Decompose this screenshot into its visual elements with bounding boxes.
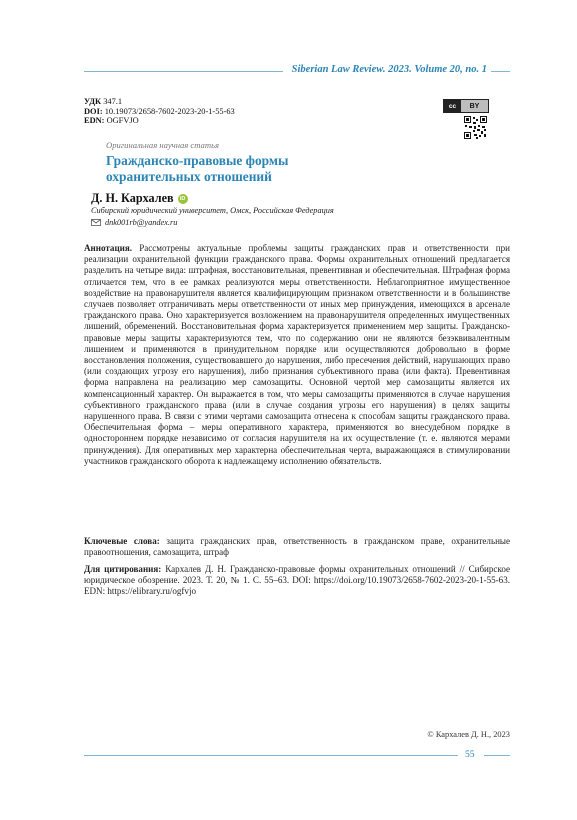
author-name: Д. Н. Кархалев [91, 191, 174, 205]
footer-rule-right [484, 755, 510, 756]
cc-by-license-badge[interactable] [443, 99, 489, 113]
cc-logo-icon: cc [444, 100, 461, 112]
header-rule-right [491, 71, 510, 72]
author-line [91, 191, 188, 206]
copyright-notice: © Кархалев Д. Н., 2023 [427, 730, 510, 739]
email-link[interactable]: dnk001rb@yandex.ru [105, 218, 178, 227]
author-affiliation: Сибирский юридический университет, Омск, Российская Федерация [91, 206, 334, 215]
abstract-label: Аннотация. [84, 243, 133, 253]
journal-running-title: Siberian Law Review. 2023. Volume 20, no. 1 [291, 64, 487, 75]
udk-line: УДК 347.1 [84, 97, 123, 106]
citation [84, 564, 510, 598]
citation-text: Кархалев Д. Н. Гражданско-правовые формы охранительных отношений // Сибирское юридическое обозрение. 2023. Т. 20, № 1. С. 55–63. DOI: https://doi.org/10.19073/2658-7602-2023-20-1-55-63. EDN: https://elibrary.ru/ogfvjo [84, 564, 511, 597]
article-type: Оригинальная научная статья [106, 140, 219, 150]
abstract-text: Рассмотрены актуальные проблемы защиты гражданских прав и ответственности при реализации охранительной функции гражданского права. Формы охранительных отношений предлагается разделить на четыре вида: штрафная, восстановительная, превентивная и обеспечительная. Штрафная форма отличается тем, что в ее рамках реализуются меры ответственности. Неблагоприятное имущественное воздействие на правонарушителя является квалифицирующим признаком ответственности и в большинстве случаев позволяет отграничивать меры ответственности от иных мер принуждения, имеющихся в арсенале гражданского права. Оно характеризуется возложением на правонарушителя определенных имущественных лишений, обременений. Восстановительная форма характеризуется применением мер защиты. Гражданско-правовые меры защиты характеризуются тем, что по содержанию они не являются безэквивалентным лишением и применяются в принудительном порядке или осуществляются добровольно в форме восстановления положения, существовавшего до нарушения, либо пресечения действий, нарушающих право (или создающих угрозу его нарушения), либо признания субъективного права (или факта). Превентивная форма направлена на реализацию мер самозащиты. Основной чертой мер самозащиты является их компенсационный характер. Он выражается в том, что меры самозащиты применяются в случае нарушения субъективного гражданского права (или в случае создания угрозы его нарушения) в целях защиты нарушенного права. В связи с этими чертами самозащита отнесена к способам защиты гражданского права. Обеспечительная форма – меры оперативного характера, применяются во внесудебном порядке в одностороннем порядке независимо от согласия нарушителя на их осуществление (т. е. являются мерами принуждения). Для оперативных мер характерна обеспечительная черта, выражающаяся в стимулировании участников гражданского оборота к надлежащему исполнению обязательств. [84, 243, 511, 466]
envelope-icon [91, 219, 101, 226]
keywords-label: Ключевые слова: [84, 536, 160, 546]
author-email-line [91, 218, 177, 227]
qr-code-icon[interactable] [464, 116, 487, 139]
keywords [84, 536, 510, 558]
article-metadata [84, 97, 235, 126]
footer-rule-left [84, 755, 458, 756]
citation-label: Для цитирования: [84, 564, 162, 574]
keywords-text: защита гражданских прав, ответственность в гражданском праве, охранительные правоотношения, самозащита, штраф [84, 536, 511, 558]
orcid-icon[interactable]: iD [178, 194, 188, 204]
abstract [84, 243, 510, 467]
edn-line: EDN: OGFVJO [84, 116, 139, 126]
by-label: BY [461, 100, 488, 112]
doi-line: DOI: 10.19073/2658-7602-2023-20-1-55-63 [84, 106, 235, 116]
article-title: Гражданско-правовые формы охранительных отношений [106, 153, 289, 184]
header-rule-left [84, 71, 283, 72]
page-number: 55 [465, 749, 475, 760]
